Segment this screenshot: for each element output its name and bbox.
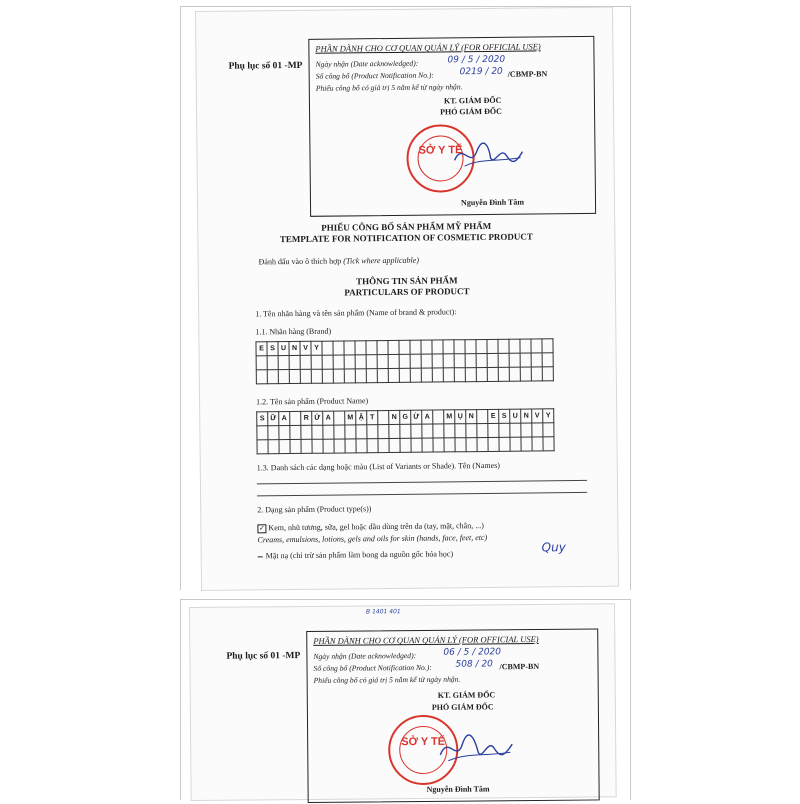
product-char-cell: Ụ — [455, 410, 466, 424]
product-empty-cell — [466, 438, 477, 452]
brand-empty-cell — [487, 339, 498, 353]
scan-border-left-2 — [180, 599, 181, 800]
product-empty-cell — [268, 440, 279, 454]
seal-text-2: SỞ Y TẾ — [401, 735, 446, 749]
brand-empty-cell — [256, 356, 267, 370]
brand-empty-cell — [454, 368, 465, 382]
brand-empty-cell — [520, 367, 531, 381]
product-empty-cell — [488, 423, 499, 437]
brand-empty-cell — [366, 355, 377, 369]
annex-label: Phụ lục số 01 -MP — [228, 60, 303, 72]
product-empty-cell — [345, 425, 356, 439]
section-title-en: PARTICULARS OF PRODUCT — [344, 286, 470, 298]
product-char-cell: Ữ — [268, 412, 279, 426]
top-note: B 1401 401 — [366, 608, 401, 616]
product-char-cell: N — [389, 410, 400, 424]
product-empty-cell — [301, 425, 312, 439]
product-empty-cell — [279, 440, 290, 454]
brand-empty-cell — [355, 355, 366, 369]
product-empty-cell — [312, 425, 323, 439]
product-empty-cell — [301, 439, 312, 453]
scan-border-divider — [180, 599, 631, 600]
form-title-vi: PHIẾU CÔNG BỐ SẢN PHẨM MỸ PHẨM — [321, 220, 492, 233]
question-1-1: 1.1. Nhãn hàng (Brand) — [255, 326, 332, 337]
product-type-2-marker — [258, 556, 263, 557]
brand-empty-cell — [410, 368, 421, 382]
brand-empty-cell — [542, 367, 553, 381]
product-char-cell: S — [499, 409, 510, 423]
product-char-cell: N — [521, 409, 532, 423]
brand-empty-cell — [498, 353, 509, 367]
product-char-cell: R — [301, 411, 312, 425]
product-empty-cell — [422, 438, 433, 452]
product-empty-cell — [499, 437, 510, 451]
brand-empty-cell — [421, 368, 432, 382]
product-empty-cell — [444, 438, 455, 452]
brand-empty-cell — [355, 341, 366, 355]
brand-char-cell: U — [278, 342, 289, 356]
notification-suffix-2: /CBMP-BN — [499, 661, 540, 672]
scan-border-left — [180, 6, 181, 590]
product-char-cell: Ừ — [411, 410, 422, 424]
product-empty-cell — [356, 425, 367, 439]
question-1-3: 1.3. Danh sách các dạng hoặc màu (List of Variants or Shade). Tên (Names) — [256, 460, 500, 473]
brand-empty-cell — [399, 354, 410, 368]
product-empty-cell — [290, 425, 301, 439]
signer-name-2: Nguyễn Đình Tâm — [426, 784, 490, 794]
product-empty-cell — [323, 439, 334, 453]
handwritten-date: 09 / 5 / 2020 — [447, 54, 506, 66]
validity-note-2: Phiếu công bố có giá trị 5 năm kể từ ngày nhận. — [313, 674, 461, 685]
brand-empty-cell — [289, 355, 300, 369]
product-char-cell — [477, 409, 488, 423]
handwritten-number-2: 508 / 20 — [455, 659, 493, 670]
brand-empty-cell — [454, 340, 465, 354]
product-empty-cell — [345, 439, 356, 453]
handwritten-number: 0219 / 20 — [459, 66, 503, 78]
product-empty-cell — [466, 424, 477, 438]
official-use-title: PHẦN DÀNH CHO CƠ QUAN QUẢN LÝ (FOR OFFICIAL USE) — [315, 41, 541, 54]
brand-empty-cell — [476, 367, 487, 381]
product-char-cell: N — [466, 410, 477, 424]
product-empty-cell — [455, 438, 466, 452]
brand-empty-cell — [509, 353, 520, 367]
product-empty-cell — [268, 426, 279, 440]
product-type-1 — [257, 521, 484, 533]
product-char-cell: A — [323, 411, 334, 425]
product-empty-cell — [334, 425, 345, 439]
brand-char-cell: V — [300, 341, 311, 355]
product-char-cell: M — [444, 410, 455, 424]
product-empty-cell — [488, 437, 499, 451]
product-type-1-label: Kem, nhũ tương, sữa, gel hoặc dầu dùng trên da (tay, mặt, chân, ...) — [268, 521, 484, 533]
brand-empty-cell — [355, 369, 366, 383]
product-empty-cell — [543, 437, 554, 451]
product-empty-cell — [389, 424, 400, 438]
brand-empty-cell — [465, 340, 476, 354]
product-char-cell — [378, 411, 389, 425]
product-char-cell: U — [510, 409, 521, 423]
product-empty-cell — [389, 438, 400, 452]
scan-border-top — [180, 6, 631, 7]
brand-empty-cell — [344, 369, 355, 383]
brand-grid — [255, 338, 553, 384]
brand-empty-cell — [432, 340, 443, 354]
product-type-1-en: Creams, emulsions, lotions, gels and oils for skin (hands, face, feet, etc) — [257, 532, 488, 545]
official-use-box-2 — [306, 628, 599, 803]
product-empty-cell — [411, 424, 422, 438]
brand-empty-cell — [498, 339, 509, 353]
brand-char-cell: Y — [311, 341, 322, 355]
product-empty-cell — [378, 439, 389, 453]
product-empty-cell — [499, 423, 510, 437]
brand-empty-cell — [300, 355, 311, 369]
product-char-cell: T — [367, 411, 378, 425]
product-empty-cell — [257, 426, 268, 440]
brand-empty-cell — [322, 369, 333, 383]
product-empty-cell — [433, 438, 444, 452]
product-char-cell — [433, 410, 444, 424]
product-empty-cell — [532, 437, 543, 451]
deputy-director-title: PHÓ GIÁM ĐỐC — [440, 106, 502, 117]
brand-empty-cell — [443, 354, 454, 368]
brand-empty-cell — [443, 340, 454, 354]
official-use-title-2: PHẦN DÀNH CHO CƠ QUAN QUẢN LÝ (FOR OFFICIAL USE) — [313, 633, 539, 646]
brand-empty-cell — [399, 340, 410, 354]
product-char-cell: A — [279, 412, 290, 426]
product-empty-cell — [477, 437, 488, 451]
variants-line-1 — [257, 480, 587, 484]
brand-empty-cell — [267, 370, 278, 384]
brand-empty-cell — [410, 340, 421, 354]
product-empty-cell — [334, 439, 345, 453]
brand-empty-cell — [531, 353, 542, 367]
brand-empty-cell — [509, 367, 520, 381]
form-title-en: TEMPLATE FOR NOTIFICATION OF COSMETIC PRODUCT — [279, 231, 533, 245]
notification-number-label: Số công bố (Product Notification No.): — [315, 70, 434, 81]
brand-empty-cell — [531, 339, 542, 353]
product-empty-cell — [433, 424, 444, 438]
product-empty-cell — [356, 439, 367, 453]
brand-char-cell: N — [289, 341, 300, 355]
deputy-director-title-2: PHÓ GIÁM ĐỐC — [431, 702, 494, 712]
product-empty-cell — [257, 440, 268, 454]
product-empty-cell — [312, 439, 323, 453]
product-empty-cell — [323, 425, 334, 439]
product-empty-cell — [400, 424, 411, 438]
notification-suffix: /CBMP-BN — [507, 69, 548, 79]
brand-char-cell: S — [267, 342, 278, 356]
brand-empty-cell — [476, 339, 487, 353]
product-char-cell: A — [422, 410, 433, 424]
product-empty-cell — [367, 425, 378, 439]
product-empty-cell — [521, 437, 532, 451]
brand-empty-cell — [421, 340, 432, 354]
product-type-2 — [258, 549, 453, 560]
brand-empty-cell — [432, 368, 443, 382]
product-empty-cell — [290, 439, 301, 453]
brand-empty-cell — [322, 355, 333, 369]
signer-name: Nguyễn Đình Tâm — [460, 197, 525, 208]
product-char-cell: V — [532, 409, 543, 423]
signature-scribble-2 — [436, 730, 516, 767]
brand-empty-cell — [520, 353, 531, 367]
product-empty-cell — [510, 437, 521, 451]
document-page-1 — [196, 8, 618, 590]
product-empty-cell — [422, 424, 433, 438]
brand-empty-cell — [542, 353, 553, 367]
seal-text: SỞ Y TẾ — [418, 144, 463, 157]
product-empty-cell — [400, 438, 411, 452]
section-title-vi: THÔNG TIN SẢN PHẨM — [355, 275, 458, 287]
director-title: KT. GIÁM ĐỐC — [443, 95, 502, 106]
brand-empty-cell — [388, 354, 399, 368]
brand-empty-cell — [322, 341, 333, 355]
product-char-cell — [334, 411, 345, 425]
question-1: 1. Tên nhãn hàng và tên sản phẩm (Name of brand & product): — [255, 307, 457, 319]
brand-empty-cell — [311, 355, 322, 369]
handwritten-date-2: 06 / 5 / 2020 — [443, 647, 502, 658]
scan-border-right — [630, 6, 631, 590]
director-title-2: KT. GIÁM ĐỐC — [437, 690, 496, 700]
brand-empty-cell — [465, 354, 476, 368]
brand-empty-cell — [432, 354, 443, 368]
notification-number-label-2: Số công bố (Product Notification No.): — [313, 662, 432, 673]
question-1-2: 1.2. Tên sản phẩm (Product Name) — [256, 396, 369, 407]
product-name-grid — [256, 408, 554, 454]
brand-empty-cell — [377, 355, 388, 369]
product-type-2-label: Mặt nạ (chỉ trừ sản phẩm làm bong da nguồn gốc hóa học) — [265, 549, 454, 561]
product-empty-cell — [477, 423, 488, 437]
brand-empty-cell — [487, 353, 498, 367]
brand-empty-cell — [421, 354, 432, 368]
product-empty-cell — [378, 425, 389, 439]
brand-empty-cell — [377, 369, 388, 383]
brand-empty-cell — [509, 339, 520, 353]
brand-empty-cell — [399, 368, 410, 382]
question-2: 2. Dạng sản phẩm (Product type(s)) — [257, 504, 372, 515]
product-char-cell: Ử — [312, 411, 323, 425]
brand-empty-cell — [267, 356, 278, 370]
brand-empty-cell — [333, 369, 344, 383]
brand-empty-cell — [366, 369, 377, 383]
validity-note: Phiếu công bố có giá trị 5 năm kể từ ngày nhận. — [315, 82, 463, 93]
brand-empty-cell — [520, 339, 531, 353]
brand-empty-cell — [377, 341, 388, 355]
brand-empty-cell — [300, 369, 311, 383]
handwritten-initials: Quy — [541, 540, 566, 555]
brand-char-cell: E — [256, 342, 267, 356]
product-char-cell — [290, 411, 301, 425]
product-empty-cell — [411, 438, 422, 452]
brand-empty-cell — [278, 370, 289, 384]
brand-empty-cell — [388, 368, 399, 382]
brand-empty-cell — [278, 356, 289, 370]
signature-scribble — [450, 138, 526, 173]
brand-empty-cell — [542, 339, 553, 353]
product-empty-cell — [367, 439, 378, 453]
document-page-2 — [190, 604, 616, 800]
brand-empty-cell — [256, 370, 267, 384]
product-type-1-checkbox: ✓ — [258, 523, 265, 533]
date-acknowledged-label-2: Ngày nhận (Date acknowledged): — [313, 651, 417, 661]
product-char-cell: S — [257, 412, 268, 426]
product-char-cell: Y — [543, 409, 554, 423]
brand-empty-cell — [388, 340, 399, 354]
product-empty-cell — [444, 424, 455, 438]
variants-line-2 — [257, 492, 587, 496]
product-char-cell: M — [345, 411, 356, 425]
product-empty-cell — [510, 423, 521, 437]
product-empty-cell — [521, 423, 532, 437]
brand-empty-cell — [531, 367, 542, 381]
brand-empty-cell — [443, 368, 454, 382]
product-empty-cell — [543, 423, 554, 437]
brand-empty-cell — [487, 367, 498, 381]
tick-instruction — [259, 256, 419, 267]
brand-empty-cell — [498, 367, 509, 381]
brand-empty-cell — [410, 354, 421, 368]
product-char-cell: G — [400, 410, 411, 424]
date-acknowledged-label: Ngày nhận (Date acknowledged): — [315, 58, 419, 69]
official-use-box — [308, 36, 596, 217]
product-empty-cell — [455, 424, 466, 438]
brand-empty-cell — [333, 355, 344, 369]
brand-empty-cell — [454, 354, 465, 368]
product-empty-cell — [532, 423, 543, 437]
scan-border-right-2 — [630, 599, 631, 800]
tick-instruction-en: (Tick where applicable) — [343, 255, 420, 266]
brand-empty-cell — [333, 341, 344, 355]
product-char-cell: Ặ — [356, 411, 367, 425]
annex-label-2: Phụ lục số 01 -MP — [226, 651, 301, 662]
brand-empty-cell — [476, 353, 487, 367]
brand-empty-cell — [366, 341, 377, 355]
brand-empty-cell — [311, 369, 322, 383]
brand-empty-cell — [344, 341, 355, 355]
brand-empty-cell — [289, 369, 300, 383]
tick-instruction-vi: Đánh dấu vào ô thích hợp — [258, 256, 342, 267]
product-empty-cell — [279, 426, 290, 440]
product-char-cell: E — [488, 409, 499, 423]
brand-empty-cell — [344, 355, 355, 369]
brand-empty-cell — [465, 368, 476, 382]
